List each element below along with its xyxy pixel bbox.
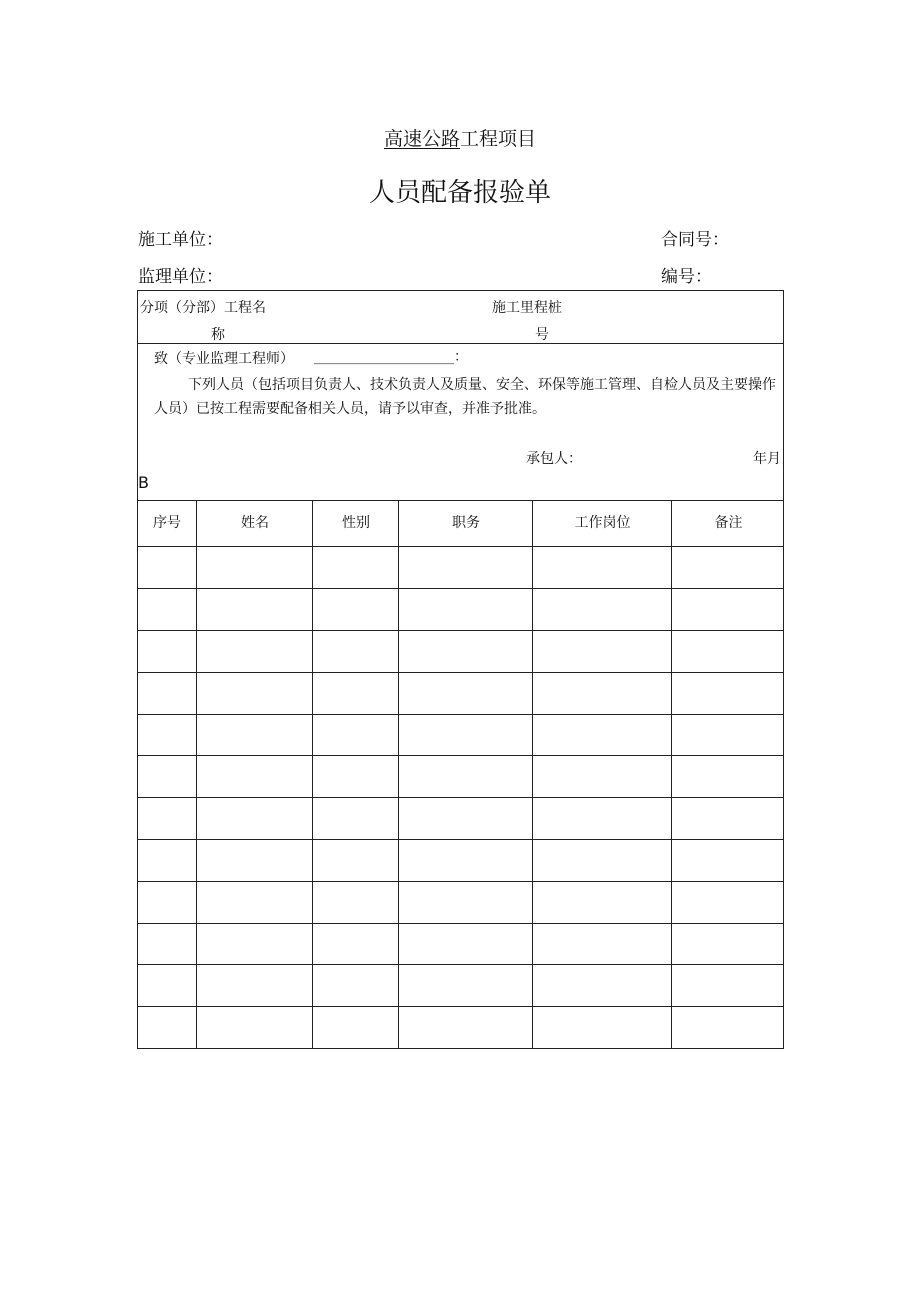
supervisor-name-blank: ____________________：	[314, 349, 468, 365]
form-title: 人员配备报验单	[368, 178, 551, 208]
col-divider	[312, 500, 313, 1049]
col-header-position: 职务	[452, 515, 480, 531]
table-row	[138, 714, 783, 715]
table-row	[138, 630, 783, 631]
section-divider	[138, 343, 783, 344]
col-header-name: 姓名	[241, 515, 269, 531]
supervision-unit-label: 监理单位：	[138, 267, 223, 287]
table-row	[138, 588, 783, 589]
contractor-label: 承包人：	[526, 451, 582, 467]
document-title	[0, 124, 920, 151]
title-rest-part: 工程项目	[460, 128, 537, 150]
table-row	[138, 923, 783, 924]
stake-label-line1: 施工里程桩	[492, 300, 562, 316]
col-divider	[398, 500, 399, 1049]
construction-unit-label: 施工单位：	[138, 230, 223, 250]
col-divider	[196, 500, 197, 1049]
table-row	[138, 755, 783, 756]
title-underlined-part: 高速公路	[383, 128, 460, 150]
table-row	[138, 672, 783, 673]
col-header-index: 序号	[153, 515, 181, 531]
col-header-job-post: 工作岗位	[574, 515, 631, 531]
contract-no-label: 合同号：	[661, 230, 729, 250]
col-divider	[671, 500, 672, 1049]
table-row	[138, 839, 783, 840]
table-row	[138, 964, 783, 965]
table-row	[138, 546, 783, 547]
project-name-label-line2: 称	[211, 327, 225, 343]
stake-label-line2: 号	[535, 327, 549, 343]
col-header-gender: 性别	[342, 515, 370, 531]
table-row	[138, 1006, 783, 1007]
stray-mark: B	[138, 473, 149, 492]
col-divider	[532, 500, 533, 1049]
date-label: 年月	[753, 451, 781, 467]
table-row	[138, 881, 783, 882]
statement-paragraph: 下列人员（包括项目负责人、技术负责人及质量、安全、环保等施工管理、自检人员及主要操作人员）已按工程需要配备相关人员，请予以审查，并准予批准。	[154, 377, 776, 417]
project-name-label-line1: 分项（分部）工程名	[140, 300, 266, 316]
report-form	[137, 290, 784, 1049]
col-header-remarks: 备注	[714, 515, 743, 531]
table-row	[138, 797, 783, 798]
to-supervisor-label: 致（专业监理工程师）	[154, 351, 294, 367]
serial-no-label: 编号：	[661, 267, 712, 287]
